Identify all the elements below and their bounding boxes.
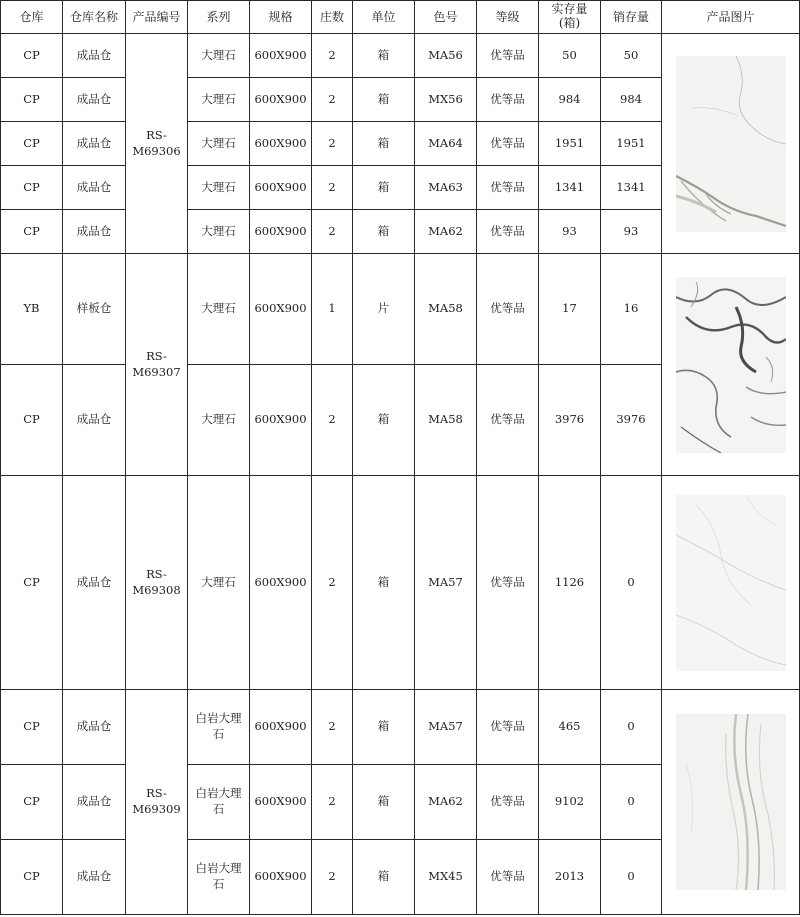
cell-series: 大理石 xyxy=(188,254,250,365)
cell-pieces: 2 xyxy=(312,476,353,690)
table-row xyxy=(1,254,800,365)
cell-grade: 优等品 xyxy=(477,166,539,210)
cell-series: 白岩大理石 xyxy=(188,765,250,840)
cell-series: 大理石 xyxy=(188,78,250,122)
cell-warehouse-name: 成品仓 xyxy=(63,365,126,476)
cell-sale-qty: 50 xyxy=(601,34,662,78)
marble-heavy-vein-image xyxy=(676,277,786,453)
cell-warehouse: CP xyxy=(1,840,63,915)
cell-series: 大理石 xyxy=(188,34,250,78)
header-product-image: 产品图片 xyxy=(662,1,800,34)
cell-warehouse: CP xyxy=(1,166,63,210)
cell-unit: 箱 xyxy=(353,690,415,765)
header-warehouse-name: 仓库名称 xyxy=(63,1,126,34)
cell-actual-qty: 17 xyxy=(539,254,601,365)
cell-sale-qty: 1951 xyxy=(601,122,662,166)
header-grade: 等级 xyxy=(477,1,539,34)
cell-product-code: RS-M69306 xyxy=(126,34,188,254)
cell-spec: 600X900 xyxy=(250,690,312,765)
cell-warehouse: CP xyxy=(1,34,63,78)
cell-unit: 片 xyxy=(353,254,415,365)
cell-spec: 600X900 xyxy=(250,365,312,476)
cell-grade: 优等品 xyxy=(477,765,539,840)
cell-spec: 600X900 xyxy=(250,166,312,210)
cell-warehouse-name: 成品仓 xyxy=(63,840,126,915)
cell-pieces: 2 xyxy=(312,690,353,765)
cell-grade: 优等品 xyxy=(477,122,539,166)
cell-unit: 箱 xyxy=(353,34,415,78)
cell-unit: 箱 xyxy=(353,166,415,210)
cell-grade: 优等品 xyxy=(477,690,539,765)
cell-color-code: MA58 xyxy=(415,365,477,476)
cell-spec: 600X900 xyxy=(250,840,312,915)
cell-pieces: 2 xyxy=(312,78,353,122)
cell-grade: 优等品 xyxy=(477,840,539,915)
cell-unit: 箱 xyxy=(353,210,415,254)
cell-sale-qty: 0 xyxy=(601,476,662,690)
cell-sale-qty: 0 xyxy=(601,765,662,840)
cell-warehouse-name: 成品仓 xyxy=(63,210,126,254)
cell-color-code: MA58 xyxy=(415,254,477,365)
cell-series: 大理石 xyxy=(188,166,250,210)
cell-series: 大理石 xyxy=(188,476,250,690)
cell-grade: 优等品 xyxy=(477,365,539,476)
cell-warehouse: YB xyxy=(1,254,63,365)
cell-color-code: MA62 xyxy=(415,765,477,840)
cell-product-image xyxy=(662,254,800,476)
cell-grade: 优等品 xyxy=(477,210,539,254)
cell-warehouse: CP xyxy=(1,78,63,122)
cell-color-code: MA64 xyxy=(415,122,477,166)
header-sale-qty: 销存量 xyxy=(601,1,662,34)
cell-product-code: RS-M69309 xyxy=(126,690,188,915)
cell-pieces: 2 xyxy=(312,840,353,915)
cell-pieces: 2 xyxy=(312,765,353,840)
header-color-code: 色号 xyxy=(415,1,477,34)
cell-pieces: 2 xyxy=(312,210,353,254)
cell-sale-qty: 0 xyxy=(601,690,662,765)
cell-warehouse: CP xyxy=(1,690,63,765)
cell-unit: 箱 xyxy=(353,365,415,476)
cell-actual-qty: 50 xyxy=(539,34,601,78)
cell-product-image xyxy=(662,690,800,915)
cell-actual-qty: 984 xyxy=(539,78,601,122)
table-row xyxy=(1,690,800,765)
cell-spec: 600X900 xyxy=(250,34,312,78)
cell-sale-qty: 3976 xyxy=(601,365,662,476)
cell-product-image xyxy=(662,34,800,254)
marble-flow-vein-image xyxy=(676,714,786,890)
header-unit: 单位 xyxy=(353,1,415,34)
cell-warehouse: CP xyxy=(1,210,63,254)
cell-pieces: 1 xyxy=(312,254,353,365)
cell-warehouse: CP xyxy=(1,765,63,840)
cell-pieces: 2 xyxy=(312,365,353,476)
cell-sale-qty: 1341 xyxy=(601,166,662,210)
cell-color-code: MA63 xyxy=(415,166,477,210)
cell-series: 白岩大理石 xyxy=(188,840,250,915)
cell-series: 白岩大理石 xyxy=(188,690,250,765)
cell-actual-qty: 465 xyxy=(539,690,601,765)
cell-warehouse: CP xyxy=(1,476,63,690)
header-actual-qty: 实存量 (箱) xyxy=(539,1,601,34)
cell-series: 大理石 xyxy=(188,365,250,476)
cell-actual-qty: 1951 xyxy=(539,122,601,166)
cell-unit: 箱 xyxy=(353,78,415,122)
cell-pieces: 2 xyxy=(312,34,353,78)
cell-color-code: MA56 xyxy=(415,34,477,78)
cell-product-image xyxy=(662,476,800,690)
cell-warehouse-name: 成品仓 xyxy=(63,476,126,690)
header-spec: 规格 xyxy=(250,1,312,34)
cell-spec: 600X900 xyxy=(250,210,312,254)
cell-warehouse-name: 成品仓 xyxy=(63,765,126,840)
cell-sale-qty: 93 xyxy=(601,210,662,254)
header-series: 系列 xyxy=(188,1,250,34)
table-row xyxy=(1,476,800,690)
cell-spec: 600X900 xyxy=(250,122,312,166)
cell-unit: 箱 xyxy=(353,476,415,690)
cell-spec: 600X900 xyxy=(250,254,312,365)
marble-soft-vein-image xyxy=(676,495,786,671)
cell-warehouse-name: 成品仓 xyxy=(63,78,126,122)
cell-grade: 优等品 xyxy=(477,78,539,122)
cell-warehouse: CP xyxy=(1,365,63,476)
header-product-code: 产品编号 xyxy=(126,1,188,34)
cell-color-code: MX56 xyxy=(415,78,477,122)
header-pieces: 庄数 xyxy=(312,1,353,34)
table-row xyxy=(1,34,800,78)
cell-warehouse-name: 成品仓 xyxy=(63,122,126,166)
cell-unit: 箱 xyxy=(353,840,415,915)
cell-pieces: 2 xyxy=(312,122,353,166)
cell-actual-qty: 3976 xyxy=(539,365,601,476)
cell-actual-qty: 1341 xyxy=(539,166,601,210)
cell-series: 大理石 xyxy=(188,122,250,166)
cell-actual-qty: 2013 xyxy=(539,840,601,915)
cell-warehouse-name: 样板仓 xyxy=(63,254,126,365)
cell-unit: 箱 xyxy=(353,765,415,840)
cell-product-code: RS-M69308 xyxy=(126,476,188,690)
cell-actual-qty: 1126 xyxy=(539,476,601,690)
cell-warehouse-name: 成品仓 xyxy=(63,166,126,210)
cell-grade: 优等品 xyxy=(477,254,539,365)
cell-grade: 优等品 xyxy=(477,476,539,690)
cell-warehouse-name: 成品仓 xyxy=(63,690,126,765)
cell-color-code: MX45 xyxy=(415,840,477,915)
cell-product-code: RS-M69307 xyxy=(126,254,188,476)
cell-spec: 600X900 xyxy=(250,765,312,840)
cell-sale-qty: 984 xyxy=(601,78,662,122)
cell-series: 大理石 xyxy=(188,210,250,254)
cell-warehouse: CP xyxy=(1,122,63,166)
cell-sale-qty: 0 xyxy=(601,840,662,915)
cell-color-code: MA62 xyxy=(415,210,477,254)
cell-grade: 优等品 xyxy=(477,34,539,78)
cell-color-code: MA57 xyxy=(415,476,477,690)
cell-spec: 600X900 xyxy=(250,78,312,122)
cell-color-code: MA57 xyxy=(415,690,477,765)
cell-sale-qty: 16 xyxy=(601,254,662,365)
cell-unit: 箱 xyxy=(353,122,415,166)
marble-light-vein-image xyxy=(676,56,786,232)
cell-spec: 600X900 xyxy=(250,476,312,690)
cell-pieces: 2 xyxy=(312,166,353,210)
cell-actual-qty: 9102 xyxy=(539,765,601,840)
cell-warehouse-name: 成品仓 xyxy=(63,34,126,78)
header-row xyxy=(1,1,800,34)
cell-actual-qty: 93 xyxy=(539,210,601,254)
header-warehouse: 仓库 xyxy=(1,1,63,34)
